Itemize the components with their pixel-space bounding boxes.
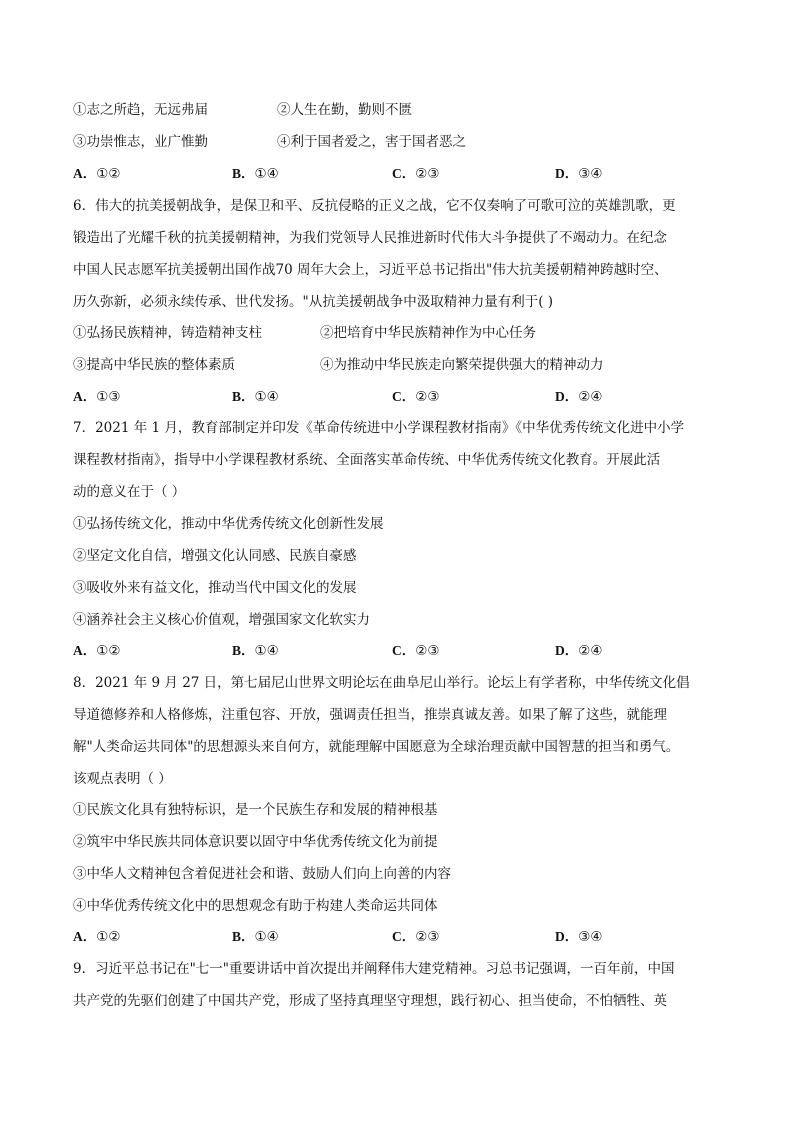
answer-label-a: A．: [73, 929, 97, 944]
answer-label-d: D．: [555, 166, 579, 181]
q8-stem-line-1: 8．2021 年 9 月 27 日，第七届尼山世界文明论坛在曲阜尼山举行。论坛上有学者称，中华传统文化倡: [73, 675, 690, 691]
answer-label-c: C．: [392, 643, 416, 658]
prev-answer-c: [392, 164, 439, 184]
q7-answer-d: [555, 641, 602, 661]
q8-stem-line-3: 解"人类命运共同体"的思想源头来自何方，就能理解中国愿意为全球治理贡献中国智慧的担当和勇气。: [73, 739, 680, 755]
q6-option-1: ①弘扬民族精神，铸造精神支柱: [73, 325, 262, 341]
q6-option-3: ③提高中华民族的整体素质: [73, 357, 235, 373]
prev-answer-b: [232, 164, 279, 184]
answer-value: ②③: [415, 389, 440, 405]
q7-answer-c: [392, 641, 439, 661]
answer-label-d: D．: [555, 389, 579, 404]
q7-stem-line-2: 课程教材指南》，指导中小学课程教材系统、全面落实革命传统、中华优秀传统文化教育。开展此活: [73, 452, 661, 468]
answer-label-b: B．: [232, 643, 255, 658]
answer-label-c: C．: [392, 166, 416, 181]
q6-stem-line-2: 锻造出了光耀千秋的抗美援朝精神，为我们党领导人民推进新时代伟大斗争提供了不竭动力。在纪念: [73, 230, 667, 246]
answer-label-b: B．: [232, 389, 255, 404]
q9-stem-line-2: 共产党的先驱们创建了中国共产党，形成了坚持真理坚守理想，践行初心、担当使命，不怕牺牲、英: [73, 993, 667, 1009]
q6-stem-line-3: 中国人民志愿军抗美援朝出国作战70 周年大会上，习近平总书记指出"伟大抗美援朝精神跨越时空、: [73, 262, 668, 278]
q8-option-3: ③中华人文精神包含着促进社会和谐、鼓励人们向上向善的内容: [73, 866, 451, 882]
q7-option-3: ③吸收外来有益文化，推动当代中国文化的发展: [73, 580, 357, 596]
q7-answer-a: [73, 641, 120, 661]
q8-answer-c: [392, 927, 439, 947]
answer-value: ①②: [96, 166, 121, 182]
q7-stem-line-3: 动的意义在于（ ）: [73, 484, 186, 500]
answer-value: ①③: [96, 389, 121, 405]
q6-answer-b: [232, 387, 279, 407]
q6-stem-line-4: 历久弥新，必须永续传承、世代发扬。"从抗美援朝战争中汲取精神力量有利于( ): [73, 294, 554, 310]
answer-label-b: B．: [232, 929, 255, 944]
q6-stem-line-1: 6．伟大的抗美援朝战争，是保卫和平、反抗侵略的正义之战，它不仅奏响了可歌可泣的英雄凯歌，更: [73, 198, 676, 214]
prev-option-4: ④利于国者爱之，害于国者恶之: [277, 134, 466, 150]
prev-option-1: ①志之所趋，无远弗届: [73, 102, 208, 118]
answer-value: ②③: [415, 929, 440, 945]
prev-option-2: ②人生在勤，勤则不匮: [277, 102, 412, 118]
answer-label-a: A．: [73, 389, 97, 404]
q7-option-2: ②坚定文化自信，增强文化认同感、民族自豪感: [73, 548, 357, 564]
q8-option-4: ④中华优秀传统文化中的思想观念有助于构建人类命运共同体: [73, 898, 438, 914]
answer-value: ①②: [96, 929, 121, 945]
q8-answer-b: [232, 927, 279, 947]
answer-label-b: B．: [232, 166, 255, 181]
q8-option-2: ②筑牢中华民族共同体意识要以固守中华优秀传统文化为前提: [73, 834, 438, 850]
q8-answer-d: [555, 927, 602, 947]
q6-option-4: ④为推动中华民族走向繁荣提供强大的精神动力: [320, 357, 604, 373]
answer-value: ②③: [415, 643, 440, 659]
answer-value: ①④: [254, 166, 279, 182]
answer-label-a: A．: [73, 166, 97, 181]
q8-answer-a: [73, 927, 120, 947]
answer-label-d: D．: [555, 929, 579, 944]
q7-stem-line-1: 7．2021 年 1 月，教育部制定并印发《革命传统进中小学课程教材指南》《中华优秀传统文化进中小学: [73, 420, 685, 436]
prev-option-3: ③功崇惟志，业广惟勤: [73, 134, 208, 150]
q6-answer-a: [73, 387, 120, 407]
answer-value: ③④: [578, 929, 603, 945]
answer-label-c: C．: [392, 389, 416, 404]
q7-answer-b: [232, 641, 279, 661]
q6-answer-d: [555, 387, 602, 407]
q6-option-2: ②把培育中华民族精神作为中心任务: [320, 325, 536, 341]
answer-value: ①④: [254, 929, 279, 945]
q8-option-1: ①民族文化具有独特标识，是一个民族生存和发展的精神根基: [73, 802, 438, 818]
answer-value: ②④: [578, 389, 603, 405]
answer-label-a: A．: [73, 643, 97, 658]
q8-stem-line-4: 该观点表明（ ）: [73, 771, 172, 787]
answer-value: ①②: [96, 643, 121, 659]
answer-value: ②③: [415, 166, 440, 182]
q7-option-4: ④涵养社会主义核心价值观，增强国家文化软实力: [73, 612, 370, 628]
answer-value: ①④: [254, 643, 279, 659]
q6-answer-c: [392, 387, 439, 407]
q9-stem-line-1: 9．习近平总书记在"七一"重要讲话中首次提出并阐释伟大建党精神。习总书记强调，一百年前，中国: [73, 961, 675, 977]
answer-label-c: C．: [392, 929, 416, 944]
prev-answer-a: [73, 164, 120, 184]
answer-value: ③④: [578, 166, 603, 182]
answer-value: ①④: [254, 389, 279, 405]
prev-answer-d: [555, 164, 602, 184]
q7-option-1: ①弘扬传统文化，推动中华优秀传统文化创新性发展: [73, 516, 384, 532]
q8-stem-line-2: 导道德修养和人格修炼，注重包容、开放，强调责任担当，推崇真诚友善。如果了解了这些，就能理: [73, 707, 667, 723]
answer-value: ②④: [578, 643, 603, 659]
answer-label-d: D．: [555, 643, 579, 658]
